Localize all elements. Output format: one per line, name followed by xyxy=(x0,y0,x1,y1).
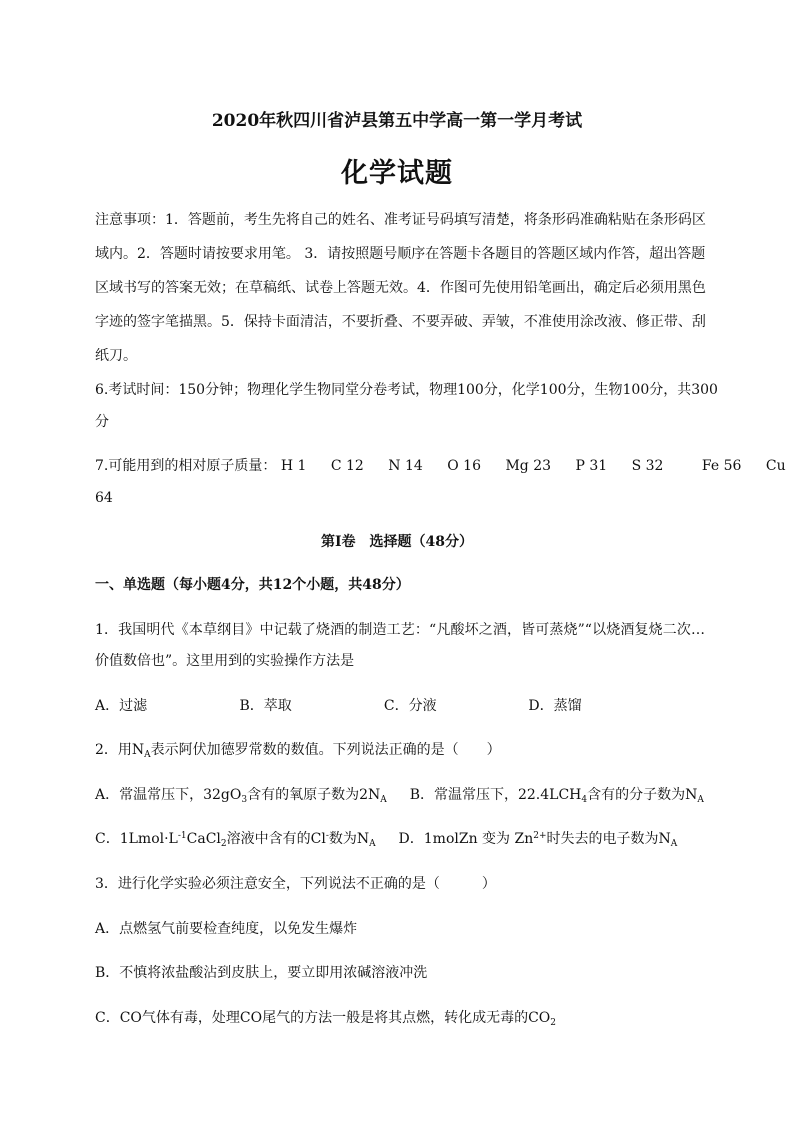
exam-time-line-1: 6.考试时间：150分钟；物理化学生物同堂分卷考试，物理100分，化学100分，生物100分，共300 xyxy=(95,382,718,398)
q3-option-c: C．CO气体有毒，处理CO尾气的方法一般是将其点燃，转化成无毒的$CO_2$ xyxy=(95,1010,557,1028)
notes-line-4: 字迹的签字笔描黑。5．保持卡面清洁，不要折叠、不要弄破、弄皱，不准使用涂改液、修正带、刮 xyxy=(95,314,706,330)
q1-options xyxy=(95,696,705,716)
atom-mass: Fe 56 xyxy=(701,458,742,474)
q1-option-b: B．萃取 xyxy=(239,698,292,714)
atom-mass: Mg 23 xyxy=(505,458,552,474)
q2-option-a: A．常温常压下，$32gO_3$含有的氧原子数为$2N_A$ xyxy=(95,787,387,805)
atomic-masses-wrap: 64 xyxy=(95,490,113,506)
atom-mass: N 14 xyxy=(388,458,423,474)
atom-mass: S 32 xyxy=(631,458,664,474)
q3-option-a: A．点燃氢气前要检查纯度，以免发生爆炸 xyxy=(95,921,358,937)
q1-stem-line-1: 1．我国明代《本草纲目》中记载了烧酒的制造工艺：“凡酸坏之酒，皆可蒸烧”“以烧酒复烧二次… xyxy=(95,622,705,638)
atom-mass: H 1 xyxy=(280,458,307,474)
exam-title: 2020年秋四川省泸县第五中学高一第一学月考试 xyxy=(211,111,583,131)
q2-options-ab xyxy=(95,785,705,805)
notes-line-1: 注意事项：1．答题前，考生先将自己的姓名、准考证号码填写清楚，将条形码准确粘贴在条形码区 xyxy=(95,212,706,228)
atom-mass: Cu xyxy=(765,458,786,474)
q3-stem: 3．进行化学实验必须注意安全，下列说法不正确的是（ ） xyxy=(95,876,496,892)
q3-option-b: B．不慎将浓盐酸沾到皮肤上，要立即用浓碱溶液冲洗 xyxy=(95,965,428,981)
q2-stem: 2．用$N_A$表示阿伏加德罗常数的数值。下列说法正确的是（ ） xyxy=(95,742,501,760)
q1-option-c: C．分液 xyxy=(383,698,437,714)
q1-option-d: D．蒸馏 xyxy=(528,698,582,714)
part-heading: 一、单选题（每小题4分，共12个小题，共48分） xyxy=(95,577,410,593)
atomic-masses-line xyxy=(95,456,786,476)
atom-mass: P 31 xyxy=(575,458,608,474)
exam-time-line-2: 分 xyxy=(95,414,109,430)
q1-option-a: A．过滤 xyxy=(95,698,148,714)
notes-line-3: 区域书写的答案无效；在草稿纸、试卷上答题无效。4．作图可先使用铅笔画出，确定后必须用黑色 xyxy=(95,280,706,296)
subject-title: 化学试题 xyxy=(341,158,453,189)
atom-mass: O 16 xyxy=(447,458,481,474)
atom-mass: C 12 xyxy=(330,458,364,474)
notes-line-5: 纸刀。 xyxy=(95,348,137,364)
q2-option-d: D．1molZn 变为 $Zn^{2+}$时失去的电子数为$N_A$ xyxy=(398,831,678,849)
notes-line-2: 域内。2．答题时请按要求用笔。 3．请按照题号顺序在答题卡各题目的答题区域内作答，超出答题 xyxy=(95,246,706,262)
q1-stem-line-2: 价值数倍也”。这里用到的实验操作方法是 xyxy=(95,653,355,669)
atomic-masses-label: 7.可能用到的相对原子质量： xyxy=(95,458,277,474)
section-heading: 第Ⅰ卷 选择题（48分） xyxy=(320,534,474,550)
q2-option-b: B．常温常压下，$22.4LCH_4$含有的分子数为$N_A$ xyxy=(409,787,704,805)
q2-options-cd xyxy=(95,829,705,849)
q2-option-c: C．$1Lmol\cdot L^{-1}CaCl_2$溶液中含有的Cl-数为$N_A$ xyxy=(95,831,376,849)
